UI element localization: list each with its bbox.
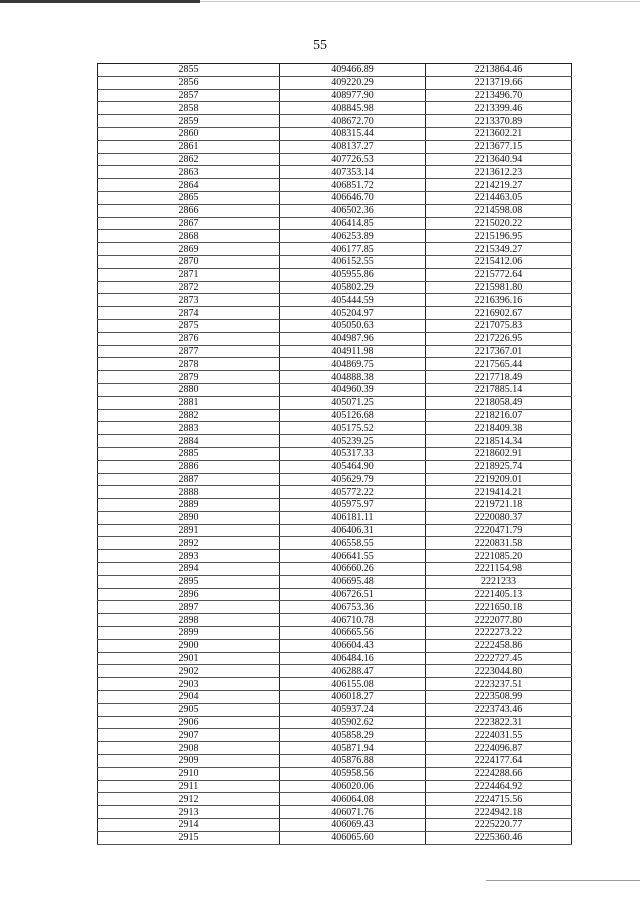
table-row	[98, 447, 572, 460]
x-coordinate-cell: 406726.51	[280, 588, 426, 601]
y-coordinate-cell: 2223508.99	[426, 691, 572, 704]
x-coordinate-cell: 406604.43	[280, 639, 426, 652]
x-coordinate-cell: 406665.56	[280, 627, 426, 640]
table-row	[98, 64, 572, 77]
x-coordinate-cell: 406155.08	[280, 678, 426, 691]
point-number-cell: 2891	[98, 524, 280, 537]
table-row	[98, 550, 572, 563]
table-row	[98, 473, 572, 486]
point-number-cell: 2895	[98, 575, 280, 588]
y-coordinate-cell: 2213677.15	[426, 140, 572, 153]
x-coordinate-cell: 405204.97	[280, 307, 426, 320]
x-coordinate-cell: 405955.86	[280, 268, 426, 281]
x-coordinate-cell: 406065.60	[280, 831, 426, 844]
point-number-cell: 2865	[98, 191, 280, 204]
table-row	[98, 76, 572, 89]
table-row	[98, 89, 572, 102]
x-coordinate-cell: 406710.78	[280, 614, 426, 627]
x-coordinate-cell: 405772.22	[280, 486, 426, 499]
point-number-cell: 2869	[98, 243, 280, 256]
table-row	[98, 639, 572, 652]
table-row	[98, 537, 572, 550]
x-coordinate-cell: 405050.63	[280, 319, 426, 332]
y-coordinate-cell: 2224096.87	[426, 742, 572, 755]
x-coordinate-cell: 404987.96	[280, 332, 426, 345]
x-coordinate-cell: 407726.53	[280, 153, 426, 166]
y-coordinate-cell: 2221154.98	[426, 563, 572, 576]
table-row	[98, 703, 572, 716]
y-coordinate-cell: 2221233	[426, 575, 572, 588]
x-coordinate-cell: 406288.47	[280, 665, 426, 678]
x-coordinate-cell: 406502.36	[280, 204, 426, 217]
table-row	[98, 614, 572, 627]
point-number-cell: 2875	[98, 319, 280, 332]
x-coordinate-cell: 405902.62	[280, 716, 426, 729]
y-coordinate-cell: 2213864.46	[426, 64, 572, 77]
y-coordinate-cell: 2213719.66	[426, 76, 572, 89]
y-coordinate-cell: 2224288.66	[426, 767, 572, 780]
point-number-cell: 2885	[98, 447, 280, 460]
table-row	[98, 268, 572, 281]
y-coordinate-cell: 2222273.22	[426, 627, 572, 640]
point-number-cell: 2873	[98, 294, 280, 307]
x-coordinate-cell: 404911.98	[280, 345, 426, 358]
point-number-cell: 2896	[98, 588, 280, 601]
x-coordinate-cell: 405317.33	[280, 447, 426, 460]
page-number: 55	[313, 38, 327, 53]
point-number-cell: 2909	[98, 755, 280, 768]
x-coordinate-cell: 406851.72	[280, 179, 426, 192]
x-coordinate-cell: 406181.11	[280, 511, 426, 524]
x-coordinate-cell: 405175.52	[280, 422, 426, 435]
y-coordinate-cell: 2215020.22	[426, 217, 572, 230]
y-coordinate-cell: 2214463.05	[426, 191, 572, 204]
table-row	[98, 102, 572, 115]
y-coordinate-cell: 2217075.83	[426, 319, 572, 332]
x-coordinate-cell: 405126.68	[280, 409, 426, 422]
y-coordinate-cell: 2217885.14	[426, 383, 572, 396]
table-row	[98, 627, 572, 640]
y-coordinate-cell: 2215412.06	[426, 255, 572, 268]
y-coordinate-cell: 2225360.46	[426, 831, 572, 844]
scan-edge-line-bottom	[486, 880, 640, 881]
x-coordinate-cell: 405239.25	[280, 435, 426, 448]
y-coordinate-cell: 2224031.55	[426, 729, 572, 742]
table-row	[98, 755, 572, 768]
x-coordinate-cell: 406641.55	[280, 550, 426, 563]
y-coordinate-cell: 2217718.49	[426, 371, 572, 384]
y-coordinate-cell: 2219209.01	[426, 473, 572, 486]
x-coordinate-cell: 406646.70	[280, 191, 426, 204]
table-row	[98, 153, 572, 166]
table-row	[98, 831, 572, 844]
point-number-cell: 2858	[98, 102, 280, 115]
point-number-cell: 2879	[98, 371, 280, 384]
point-number-cell: 2881	[98, 396, 280, 409]
table-row	[98, 243, 572, 256]
x-coordinate-cell: 408845.98	[280, 102, 426, 115]
y-coordinate-cell: 2216396.16	[426, 294, 572, 307]
x-coordinate-cell: 406414.85	[280, 217, 426, 230]
x-coordinate-cell: 406177.85	[280, 243, 426, 256]
point-number-cell: 2893	[98, 550, 280, 563]
point-number-cell: 2856	[98, 76, 280, 89]
x-coordinate-cell: 408977.90	[280, 89, 426, 102]
table-row	[98, 691, 572, 704]
y-coordinate-cell: 2213602.21	[426, 127, 572, 140]
table-row	[98, 652, 572, 665]
table-row	[98, 780, 572, 793]
y-coordinate-cell: 2218058.49	[426, 396, 572, 409]
y-coordinate-cell: 2213640.94	[426, 153, 572, 166]
table-row	[98, 678, 572, 691]
point-number-cell: 2887	[98, 473, 280, 486]
point-number-cell: 2867	[98, 217, 280, 230]
x-coordinate-cell: 405871.94	[280, 742, 426, 755]
y-coordinate-cell: 2223822.31	[426, 716, 572, 729]
x-coordinate-cell: 404960.39	[280, 383, 426, 396]
x-coordinate-cell: 405802.29	[280, 281, 426, 294]
point-number-cell: 2888	[98, 486, 280, 499]
table-row	[98, 524, 572, 537]
table-row	[98, 383, 572, 396]
table-row	[98, 409, 572, 422]
y-coordinate-cell: 2220080.37	[426, 511, 572, 524]
x-coordinate-cell: 406018.27	[280, 691, 426, 704]
x-coordinate-cell: 406484.16	[280, 652, 426, 665]
x-coordinate-cell: 408672.70	[280, 115, 426, 128]
point-number-cell: 2868	[98, 230, 280, 243]
table-row	[98, 729, 572, 742]
table-row	[98, 396, 572, 409]
x-coordinate-cell: 406558.55	[280, 537, 426, 550]
point-number-cell: 2880	[98, 383, 280, 396]
y-coordinate-cell: 2217226.95	[426, 332, 572, 345]
y-coordinate-cell: 2219414.21	[426, 486, 572, 499]
y-coordinate-cell: 2222077.80	[426, 614, 572, 627]
point-number-cell: 2908	[98, 742, 280, 755]
point-number-cell: 2859	[98, 115, 280, 128]
y-coordinate-cell: 2218602.91	[426, 447, 572, 460]
point-number-cell: 2866	[98, 204, 280, 217]
table-row	[98, 486, 572, 499]
point-number-cell: 2863	[98, 166, 280, 179]
table-row	[98, 742, 572, 755]
x-coordinate-cell: 405975.97	[280, 499, 426, 512]
point-number-cell: 2910	[98, 767, 280, 780]
scan-edge-line	[200, 1, 640, 2]
y-coordinate-cell: 2215196.95	[426, 230, 572, 243]
x-coordinate-cell: 408137.27	[280, 140, 426, 153]
y-coordinate-cell: 2225220.77	[426, 819, 572, 832]
y-coordinate-cell: 2218514.34	[426, 435, 572, 448]
point-number-cell: 2884	[98, 435, 280, 448]
x-coordinate-cell: 406069.43	[280, 819, 426, 832]
table-row	[98, 281, 572, 294]
point-number-cell: 2903	[98, 678, 280, 691]
x-coordinate-cell: 409466.89	[280, 64, 426, 77]
table-row	[98, 204, 572, 217]
point-number-cell: 2897	[98, 601, 280, 614]
y-coordinate-cell: 2213612.23	[426, 166, 572, 179]
y-coordinate-cell: 2218925.74	[426, 460, 572, 473]
point-number-cell: 2890	[98, 511, 280, 524]
point-number-cell: 2902	[98, 665, 280, 678]
table-row	[98, 191, 572, 204]
x-coordinate-cell: 406406.31	[280, 524, 426, 537]
y-coordinate-cell: 2218216.07	[426, 409, 572, 422]
coordinates-table-body	[98, 64, 572, 845]
y-coordinate-cell: 2222458.86	[426, 639, 572, 652]
y-coordinate-cell: 2223237.51	[426, 678, 572, 691]
table-row	[98, 819, 572, 832]
scan-edge-mark	[0, 0, 200, 3]
table-row	[98, 166, 572, 179]
point-number-cell: 2911	[98, 780, 280, 793]
point-number-cell: 2860	[98, 127, 280, 140]
x-coordinate-cell: 406695.48	[280, 575, 426, 588]
table-row	[98, 511, 572, 524]
table-row	[98, 319, 572, 332]
point-number-cell: 2889	[98, 499, 280, 512]
table-row	[98, 358, 572, 371]
y-coordinate-cell: 2223743.46	[426, 703, 572, 716]
point-number-cell: 2877	[98, 345, 280, 358]
table-row	[98, 793, 572, 806]
y-coordinate-cell: 2215981.80	[426, 281, 572, 294]
x-coordinate-cell: 406753.36	[280, 601, 426, 614]
point-number-cell: 2876	[98, 332, 280, 345]
y-coordinate-cell: 2213370.89	[426, 115, 572, 128]
y-coordinate-cell: 2221650.18	[426, 601, 572, 614]
table-row	[98, 588, 572, 601]
x-coordinate-cell: 405071.25	[280, 396, 426, 409]
x-coordinate-cell: 406071.76	[280, 806, 426, 819]
table-row	[98, 294, 572, 307]
table-row	[98, 806, 572, 819]
point-number-cell: 2862	[98, 153, 280, 166]
y-coordinate-cell: 2214598.08	[426, 204, 572, 217]
point-number-cell: 2871	[98, 268, 280, 281]
x-coordinate-cell: 405937.24	[280, 703, 426, 716]
x-coordinate-cell: 406064.08	[280, 793, 426, 806]
point-number-cell: 2861	[98, 140, 280, 153]
y-coordinate-cell: 2217565.44	[426, 358, 572, 371]
y-coordinate-cell: 2224464.92	[426, 780, 572, 793]
point-number-cell: 2914	[98, 819, 280, 832]
point-number-cell: 2864	[98, 179, 280, 192]
table-row	[98, 345, 572, 358]
point-number-cell: 2870	[98, 255, 280, 268]
table-row	[98, 127, 572, 140]
x-coordinate-cell: 405858.29	[280, 729, 426, 742]
point-number-cell: 2855	[98, 64, 280, 77]
x-coordinate-cell: 406152.55	[280, 255, 426, 268]
y-coordinate-cell: 2224942.18	[426, 806, 572, 819]
point-number-cell: 2898	[98, 614, 280, 627]
table-row	[98, 230, 572, 243]
y-coordinate-cell: 2214219.27	[426, 179, 572, 192]
point-number-cell: 2906	[98, 716, 280, 729]
y-coordinate-cell: 2215349.27	[426, 243, 572, 256]
x-coordinate-cell: 405876.88	[280, 755, 426, 768]
x-coordinate-cell: 408315.44	[280, 127, 426, 140]
x-coordinate-cell: 406253.89	[280, 230, 426, 243]
table-row	[98, 601, 572, 614]
point-number-cell: 2904	[98, 691, 280, 704]
point-number-cell: 2913	[98, 806, 280, 819]
point-number-cell: 2892	[98, 537, 280, 550]
table-row	[98, 307, 572, 320]
y-coordinate-cell: 2219721.18	[426, 499, 572, 512]
x-coordinate-cell: 405958.56	[280, 767, 426, 780]
x-coordinate-cell: 406660.26	[280, 563, 426, 576]
point-number-cell: 2874	[98, 307, 280, 320]
y-coordinate-cell: 2213399.46	[426, 102, 572, 115]
table-row	[98, 140, 572, 153]
table-row	[98, 422, 572, 435]
point-number-cell: 2872	[98, 281, 280, 294]
x-coordinate-cell: 406020.06	[280, 780, 426, 793]
point-number-cell: 2901	[98, 652, 280, 665]
point-number-cell: 2900	[98, 639, 280, 652]
table-row	[98, 115, 572, 128]
point-number-cell: 2907	[98, 729, 280, 742]
point-number-cell: 2894	[98, 563, 280, 576]
table-row	[98, 665, 572, 678]
table-row	[98, 217, 572, 230]
point-number-cell: 2915	[98, 831, 280, 844]
y-coordinate-cell: 2220831.58	[426, 537, 572, 550]
table-row	[98, 499, 572, 512]
table-row	[98, 716, 572, 729]
point-number-cell: 2857	[98, 89, 280, 102]
y-coordinate-cell: 2224177.64	[426, 755, 572, 768]
point-number-cell: 2899	[98, 627, 280, 640]
table-row	[98, 575, 572, 588]
table-row	[98, 563, 572, 576]
point-number-cell: 2882	[98, 409, 280, 422]
y-coordinate-cell: 2220471.79	[426, 524, 572, 537]
coordinates-table	[97, 63, 572, 845]
x-coordinate-cell: 405464.90	[280, 460, 426, 473]
x-coordinate-cell: 407353.14	[280, 166, 426, 179]
point-number-cell: 2883	[98, 422, 280, 435]
table-row	[98, 332, 572, 345]
y-coordinate-cell: 2213496.70	[426, 89, 572, 102]
point-number-cell: 2905	[98, 703, 280, 716]
y-coordinate-cell: 2223044.80	[426, 665, 572, 678]
table-row	[98, 179, 572, 192]
x-coordinate-cell: 404888.38	[280, 371, 426, 384]
point-number-cell: 2878	[98, 358, 280, 371]
x-coordinate-cell: 405629.79	[280, 473, 426, 486]
point-number-cell: 2886	[98, 460, 280, 473]
table-row	[98, 460, 572, 473]
y-coordinate-cell: 2221405.13	[426, 588, 572, 601]
y-coordinate-cell: 2221085.20	[426, 550, 572, 563]
table-row	[98, 255, 572, 268]
x-coordinate-cell: 409220.29	[280, 76, 426, 89]
y-coordinate-cell: 2215772.64	[426, 268, 572, 281]
y-coordinate-cell: 2224715.56	[426, 793, 572, 806]
y-coordinate-cell: 2216902.67	[426, 307, 572, 320]
point-number-cell: 2912	[98, 793, 280, 806]
x-coordinate-cell: 404869.75	[280, 358, 426, 371]
table-row	[98, 371, 572, 384]
table-row	[98, 435, 572, 448]
y-coordinate-cell: 2222727.45	[426, 652, 572, 665]
y-coordinate-cell: 2218409.38	[426, 422, 572, 435]
table-row	[98, 767, 572, 780]
x-coordinate-cell: 405444.59	[280, 294, 426, 307]
y-coordinate-cell: 2217367.01	[426, 345, 572, 358]
